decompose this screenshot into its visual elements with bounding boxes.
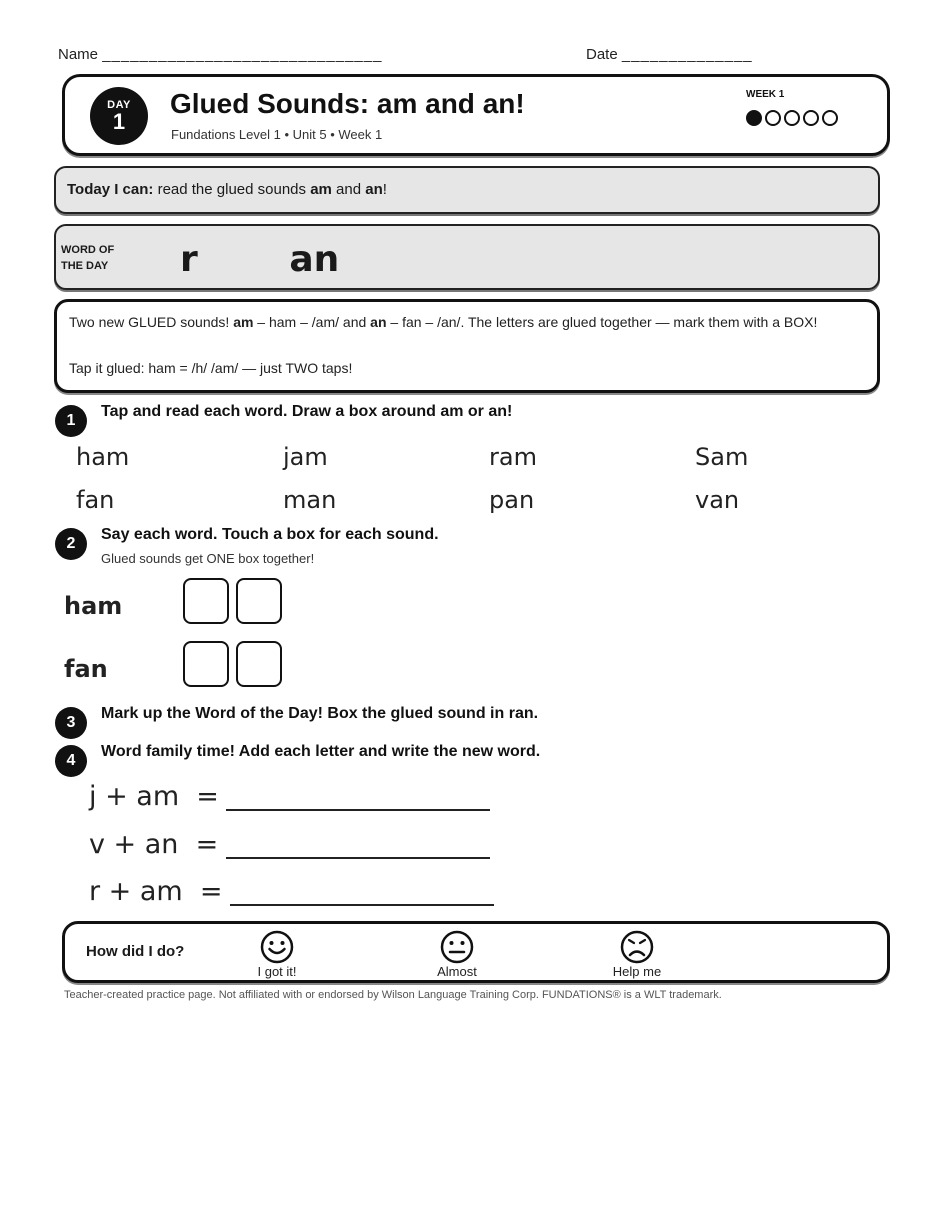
section-3-instruction: Mark up the Word of the Day! Box the glued sound in ran. — [101, 705, 539, 722]
progress-dot-1 — [746, 110, 762, 126]
section-3-badge: 3 — [55, 707, 87, 739]
name-label: Name — [58, 46, 99, 63]
word-sam: Sam — [695, 443, 749, 471]
equation-r-am: r + am = — [89, 876, 223, 907]
self-check-option-help-me: Help me — [612, 964, 662, 979]
sound-box-word-fan: fan — [64, 655, 108, 683]
page-subtitle: Fundations Level 1 • Unit 5 • Week 1 — [171, 127, 383, 142]
wotd-label-line2: THE DAY — [61, 260, 109, 272]
answer-line-2[interactable] — [226, 857, 490, 859]
disclaimer: Teacher-created practice page. Not affiliated with or endorsed by Wilson Language Training Corp. FUNDATIONS® is a WLT trademark. — [64, 989, 722, 1001]
today-text-3: ! — [382, 181, 387, 198]
today-bold-am: am — [310, 181, 332, 198]
sound-box[interactable] — [183, 578, 229, 624]
word-jam: jam — [283, 443, 328, 471]
progress-dot-4 — [803, 110, 819, 126]
info-text-c: – ham – /am/ and — [253, 314, 371, 330]
sound-box[interactable] — [236, 641, 282, 687]
progress-dot-2 — [765, 110, 781, 126]
info-text-e: – fan – /an/. The letters are glued together — mark them with a BOX! — [386, 314, 818, 330]
date-field[interactable] — [586, 46, 753, 63]
info-paragraph-1 — [69, 312, 869, 332]
today-prefix: Today I can: — [67, 181, 154, 198]
equation-v-an: v + an = — [89, 829, 219, 860]
info-bold-am: am — [233, 314, 254, 330]
week-progress — [746, 110, 841, 131]
section-2-instruction: Say each word. Touch a box for each sound. — [101, 526, 439, 543]
section-2-sub-instruction: Glued sounds get ONE box together! — [101, 551, 315, 566]
section-4-instruction: Word family time! Add each letter and write the new word. — [101, 743, 541, 760]
wotd-label-line1: WORD OF — [61, 244, 115, 256]
day-number: 1 — [112, 109, 126, 134]
today-text-2: and — [331, 181, 366, 198]
progress-dot-5 — [822, 110, 838, 126]
word-of-day: r an — [180, 239, 340, 280]
info-paragraph-2: Tap it glued: ham = /h/ /am/ — just TWO taps! — [69, 360, 353, 376]
answer-line-3[interactable] — [230, 904, 494, 906]
today-text-1: read the glued sounds — [153, 181, 311, 198]
today-goal — [67, 181, 387, 198]
answer-line-1[interactable] — [226, 809, 490, 811]
day-badge — [90, 87, 148, 145]
sound-box-word-ham: ham — [64, 592, 123, 620]
today-bold-an: an — [365, 181, 383, 198]
section-4-badge: 4 — [55, 745, 87, 777]
word-pan: pan — [489, 486, 535, 514]
week-label: WEEK 1 — [746, 89, 785, 100]
word-ram: ram — [489, 443, 537, 471]
self-check-option-almost: Almost — [437, 964, 477, 979]
section-1-badge: 1 — [55, 405, 87, 437]
word-of-day-panel — [54, 224, 880, 290]
progress-dot-3 — [784, 110, 800, 126]
word-ham: ham — [76, 443, 130, 471]
sound-box[interactable] — [183, 641, 229, 687]
word-of-day-label — [61, 242, 114, 274]
self-check-label: How did I do? — [86, 943, 185, 960]
equation-j-am: j + am = — [89, 781, 219, 812]
self-check-option-got-it: I got it! — [257, 964, 297, 979]
sound-box[interactable] — [236, 578, 282, 624]
info-bold-an: an — [370, 314, 387, 330]
name-blank: ______________________________ — [102, 46, 383, 63]
page-title: Glued Sounds: am and an! — [170, 88, 525, 119]
word-man: man — [283, 486, 337, 514]
word-fan: fan — [76, 486, 115, 514]
section-2-badge: 2 — [55, 528, 87, 560]
day-label: DAY — [107, 99, 131, 111]
section-1-instruction: Tap and read each word. Draw a box around am or an! — [101, 403, 513, 420]
date-blank: ______________ — [621, 46, 753, 63]
date-label: Date — [586, 46, 618, 63]
name-field[interactable] — [58, 46, 382, 63]
word-van: van — [695, 486, 740, 514]
info-text-a: Two new GLUED sounds! — [69, 314, 234, 330]
